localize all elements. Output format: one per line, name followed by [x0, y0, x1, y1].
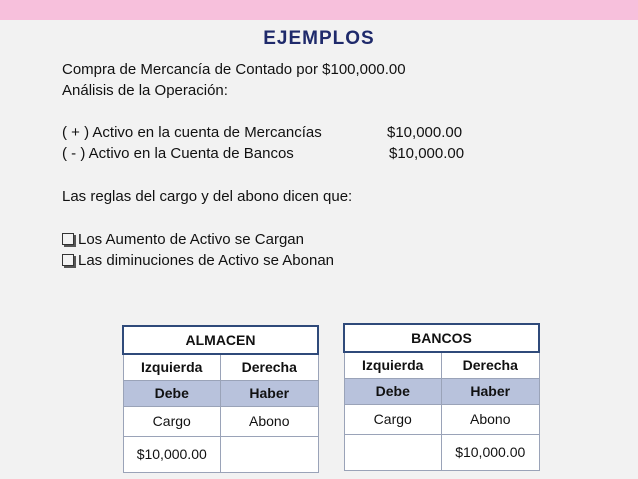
right-amount: $10,000.00 — [442, 434, 540, 470]
t-account-bancos — [343, 323, 540, 471]
left-header: Izquierda — [123, 354, 221, 380]
side-row — [344, 378, 539, 404]
debit-label: Debe — [344, 378, 442, 404]
payment-label: Abono — [221, 406, 319, 436]
t-account-almacen — [122, 325, 319, 473]
side-row — [123, 380, 318, 406]
asset-increase-amount: $10,000.00 — [387, 124, 463, 141]
bullet-text: Los Aumento de Activo se Cargan — [78, 231, 304, 248]
entry-row — [344, 404, 539, 434]
credit-label: Haber — [442, 378, 540, 404]
left-header: Izquierda — [344, 352, 442, 378]
direction-row — [344, 352, 539, 378]
right-header: Derecha — [442, 352, 540, 378]
amount-row — [123, 436, 318, 472]
debit-label: Debe — [123, 380, 221, 406]
bullet-item — [62, 231, 304, 248]
asset-decrease-amount: $10,000.00 — [389, 145, 465, 162]
bullet-text: Las diminuciones de Activo se Abonan — [78, 252, 335, 269]
charge-label: Cargo — [123, 406, 221, 436]
account-name-row — [344, 324, 539, 352]
right-header: Derecha — [221, 354, 319, 380]
amount-row — [344, 434, 539, 470]
checkbox-bullet-icon — [62, 233, 74, 245]
direction-row — [123, 354, 318, 380]
analysis-line: Análisis de la Operación: — [62, 82, 228, 99]
left-amount — [344, 434, 442, 470]
left-amount: $10,000.00 — [123, 436, 221, 472]
slide-title: EJEMPLOS — [263, 28, 375, 49]
account-name-row — [123, 326, 318, 354]
top-bar — [0, 0, 638, 20]
asset-decrease-line: ( - ) Activo en la Cuenta de Bancos — [62, 145, 294, 162]
account-name: ALMACEN — [123, 326, 318, 354]
account-name: BANCOS — [344, 324, 539, 352]
payment-label: Abono — [442, 404, 540, 434]
charge-label: Cargo — [344, 404, 442, 434]
rules-line: Las reglas del cargo y del abono dicen que: — [62, 188, 353, 205]
bullet-item — [62, 252, 334, 269]
asset-increase-line: ( + ) Activo en la cuenta de Mercancías — [62, 124, 322, 141]
right-amount — [221, 436, 319, 472]
purchase-line: Compra de Mercancía de Contado por $100,000.00 — [62, 61, 406, 78]
checkbox-bullet-icon — [62, 254, 74, 266]
credit-label: Haber — [221, 380, 319, 406]
entry-row — [123, 406, 318, 436]
